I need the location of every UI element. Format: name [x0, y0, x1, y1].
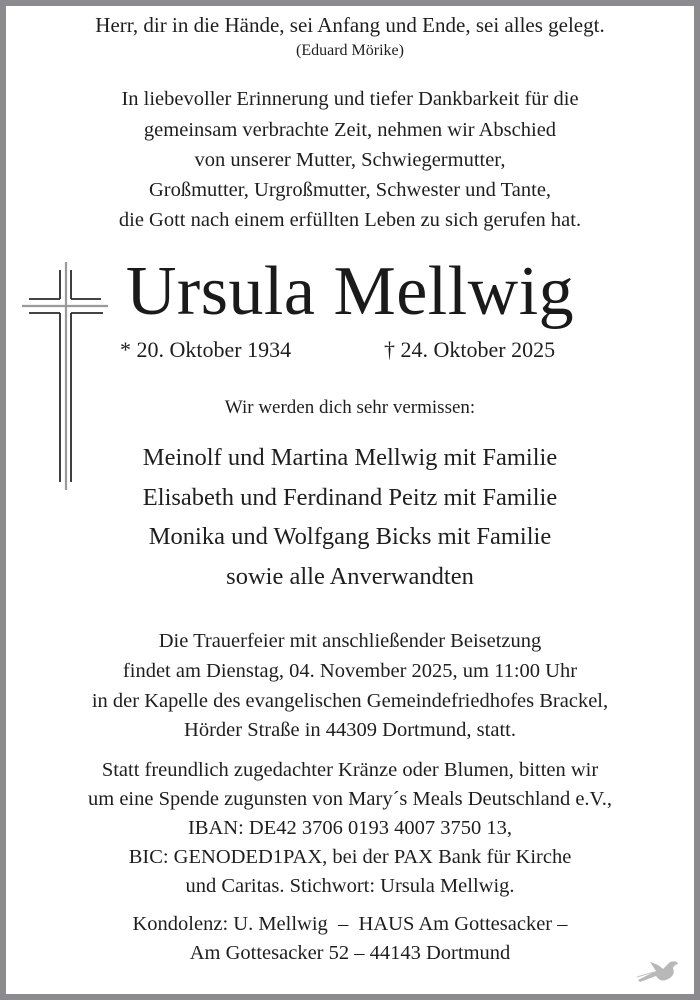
donation-line: BIC: GENODED1PAX, bei der PAX Bank für Kirche	[128, 846, 572, 868]
quote-source: (Eduard Mörike)	[296, 42, 404, 59]
swallow-icon	[636, 956, 680, 984]
birth-date: * 20. Oktober 1934	[120, 337, 292, 362]
funeral-line: in der Kapelle des evangelischen Gemeindefriedhofes Brackel,	[91, 690, 609, 712]
intro-line: Großmutter, Urgroßmutter, Schwester und Tante,	[148, 179, 552, 201]
mourner-line: Elisabeth und Ferdinand Peitz mit Familie	[142, 484, 558, 511]
mourner-line: sowie alle Anverwandten	[226, 563, 474, 590]
condolence-line: Am Gottesacker 52 – 44143 Dortmund	[189, 942, 511, 964]
intro-line: gemeinsam verbrachte Zeit, nehmen wir Abschied	[143, 119, 557, 141]
condolence-line: Kondolenz: U. Mellwig – HAUS Am Gottesacker –	[132, 913, 568, 935]
donation-line: IBAN: DE42 3706 0193 4007 3750 13,	[187, 817, 512, 839]
funeral-line: Die Trauerfeier mit anschließender Beisetzung	[158, 630, 542, 652]
funeral-line: findet am Dienstag, 04. November 2025, um 11:00 Uhr	[122, 660, 578, 682]
deceased-name: Ursula Mellwig	[125, 253, 575, 330]
death-date: † 24. Oktober 2025	[384, 337, 556, 362]
mourner-line: Meinolf und Martina Mellwig mit Familie	[142, 444, 558, 471]
intro-line: von unserer Mutter, Schwiegermutter,	[194, 149, 506, 171]
funeral-line: Hörder Straße in 44309 Dortmund, statt.	[184, 719, 516, 741]
intro-line: die Gott nach einem erfüllten Leben zu sich gerufen hat.	[118, 209, 582, 231]
motto-quote: Herr, dir in die Hände, sei Anfang und Ende, sei alles gelegt.	[95, 13, 605, 37]
donation-line: Statt freundlich zugedachter Kränze oder Blumen, bitten wir	[101, 759, 599, 781]
donation-line: um eine Spende zugunsten von Mary´s Meals Deutschland e.V.,	[88, 788, 612, 810]
mourner-line: Monika und Wolfgang Bicks mit Familie	[148, 523, 552, 550]
donation-line: und Caritas. Stichwort: Ursula Mellwig.	[185, 875, 515, 897]
intro-line: In liebevoller Erinnerung und tiefer Dankbarkeit für die	[121, 88, 579, 110]
mourners-heading: Wir werden dich sehr vermissen:	[224, 397, 476, 418]
